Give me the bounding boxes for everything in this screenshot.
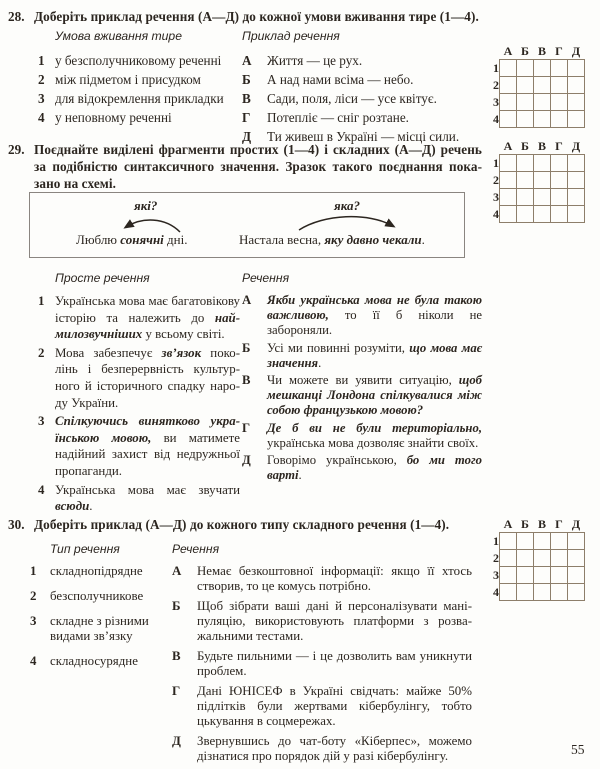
text-segment: то її б ніколи не забороняли. <box>267 308 482 338</box>
item-label: А <box>242 293 252 307</box>
item-label: А <box>242 53 252 68</box>
answer-cell <box>551 172 568 189</box>
complex-sentences-list <box>242 293 482 483</box>
answer-cell <box>551 189 568 206</box>
item-text <box>267 293 482 339</box>
answer-cell <box>568 206 585 223</box>
answer-cell <box>534 77 551 94</box>
answer-cell <box>517 155 534 172</box>
item-text <box>55 51 225 70</box>
item-text <box>55 108 225 127</box>
sentences-column <box>172 542 472 769</box>
matching-item <box>30 654 170 669</box>
text-segment: Щоб зібрати ваші дані й персоналізувати маніпуляцію, використовують платформи з розважальними тестами. <box>197 599 472 643</box>
task-number: 28. <box>8 9 25 24</box>
answer-cell <box>500 550 517 567</box>
examples-list <box>242 51 480 146</box>
item-label: 4 <box>38 110 45 125</box>
item-label: 3 <box>38 414 45 429</box>
sentence-types-column <box>30 542 170 679</box>
emphasized-fragment: зв’язок <box>161 345 202 360</box>
item-label: Г <box>242 110 251 125</box>
answer-cell <box>500 60 517 77</box>
grid-column-letter: Г <box>555 44 563 58</box>
matching-item <box>38 108 225 127</box>
grid-row-number: 1 <box>493 60 499 75</box>
page-number: 55 <box>571 742 585 757</box>
item-text <box>55 70 225 89</box>
answer-cell <box>534 189 551 206</box>
answer-cell <box>517 94 534 111</box>
exercise-28 <box>0 8 480 146</box>
answer-cell <box>534 111 551 128</box>
matching-item <box>38 413 240 479</box>
grid-column-letter: Д <box>571 44 581 58</box>
text-segment: у всьому світі. <box>142 327 225 342</box>
answer-grid-29 <box>487 139 585 223</box>
item-label: В <box>242 91 251 106</box>
grid-row-number: 2 <box>493 77 499 92</box>
item-label: Д <box>242 129 252 144</box>
matching-item <box>38 51 225 70</box>
text-segment: складносурядне <box>50 654 138 668</box>
answer-cell <box>500 94 517 111</box>
grid-row-number: 1 <box>493 533 499 548</box>
matching-item <box>172 649 472 679</box>
item-text <box>267 108 480 127</box>
item-text <box>267 70 480 89</box>
item-text <box>197 734 472 764</box>
matching-item <box>172 599 472 644</box>
item-label: 1 <box>38 53 45 68</box>
answer-cell <box>551 94 568 111</box>
answer-cell <box>500 584 517 601</box>
matching-item <box>38 345 240 411</box>
task-29-columns <box>0 271 482 517</box>
emphasized-fragment: яку давно чекали <box>324 232 422 247</box>
grid-row-number: 2 <box>493 550 499 565</box>
text-segment: Будьте пильними — і це дозволить вам уникнути проблем. <box>197 649 472 678</box>
answer-cell <box>551 111 568 128</box>
task-30-title-row <box>0 517 480 532</box>
text-segment: . <box>89 499 93 514</box>
column-header: Речення <box>242 271 290 285</box>
answer-cell <box>500 189 517 206</box>
item-label: 1 <box>38 294 45 308</box>
answer-cell <box>551 206 568 223</box>
matching-item <box>30 564 170 579</box>
matching-item <box>242 341 482 371</box>
exercise-29 <box>0 141 482 517</box>
answer-cell <box>568 94 585 111</box>
grid-row-number: 3 <box>493 567 499 582</box>
grid-row-number: 3 <box>493 189 499 204</box>
text-segment: . <box>318 355 322 370</box>
item-label: 4 <box>30 654 37 668</box>
answer-cell <box>517 206 534 223</box>
item-label: А <box>172 564 182 578</box>
item-text <box>50 614 170 644</box>
text-segment: складнопідрядне <box>50 564 143 578</box>
matching-item <box>38 70 225 89</box>
matching-item <box>242 89 480 108</box>
item-text <box>55 345 240 411</box>
text-segment: Люблю <box>76 232 121 247</box>
grid-column-letter: Б <box>521 517 529 531</box>
text-segment: Говорімо українською, <box>267 453 407 468</box>
text-segment: ви матимете надійний захист від недружньої пропаганди. <box>55 430 240 478</box>
answer-grid-30 <box>487 517 585 601</box>
task-28-columns <box>0 29 480 146</box>
emphasized-fragment: Спілкуючись винятково українською мовою, <box>55 414 240 445</box>
answer-cell <box>534 550 551 567</box>
answer-grid-table <box>487 139 585 223</box>
answer-cell <box>500 111 517 128</box>
schema-sentence-right <box>239 233 425 247</box>
answer-cell <box>568 172 585 189</box>
answer-cell <box>500 172 517 189</box>
question-word-right: яка? <box>334 198 360 213</box>
answer-cell <box>568 77 585 94</box>
answer-cell <box>534 94 551 111</box>
answer-cell <box>568 584 585 601</box>
answer-cell <box>551 533 568 550</box>
text-segment: Сади, поля, ліси — усе квітує. <box>267 91 437 106</box>
answer-cell <box>568 550 585 567</box>
text-segment: Потепліє — сніг розтане. <box>267 110 409 125</box>
emphasized-fragment: наймилозвучніших <box>55 310 240 342</box>
matching-item <box>30 589 170 604</box>
examples-column <box>242 29 480 146</box>
emphasized-fragment: що мова має значення <box>267 340 482 370</box>
grid-row-number: 2 <box>493 172 499 187</box>
answer-cell <box>534 533 551 550</box>
answer-grid-table <box>487 44 585 128</box>
answer-cell <box>568 189 585 206</box>
simple-sentences-column <box>38 271 240 517</box>
column-header: Тип речення <box>50 542 120 556</box>
grid-column-letter: Д <box>571 517 581 531</box>
grid-corner <box>487 517 500 533</box>
item-text <box>50 589 170 604</box>
answer-cell <box>534 584 551 601</box>
grid-row-number: 4 <box>493 111 499 126</box>
emphasized-fragment: Якби українська мова не була такою важливою, <box>267 293 482 323</box>
text-segment: у неповному реченні <box>55 110 172 125</box>
item-text <box>50 654 170 669</box>
matching-item <box>242 51 480 70</box>
item-label: 2 <box>38 345 45 360</box>
text-segment: поколінь і безперервність культурного й історичного спадку народу України. <box>55 345 240 410</box>
grid-row-number: 1 <box>493 155 499 170</box>
column-header: Умова вживання тире <box>55 29 182 43</box>
task-title: Доберіть приклад (А—Д) до кожного типу складного речення (1—4). <box>34 517 450 532</box>
text-segment: дні. <box>163 232 188 247</box>
text-segment: Чи можете ви уявити ситуацію, <box>267 373 459 388</box>
answer-cell <box>500 533 517 550</box>
item-text <box>267 453 482 483</box>
text-segment: Ти живеш в Україні — місці сили. <box>267 129 460 144</box>
matching-item <box>242 70 480 89</box>
item-text <box>267 373 482 419</box>
task-28-title-row <box>0 8 480 25</box>
exercise-30 <box>0 517 480 769</box>
matching-item <box>172 684 472 729</box>
item-text <box>267 341 482 371</box>
answer-cell <box>517 77 534 94</box>
text-segment: Немає безкоштовної інформації: якщо її хтось створив, то це комусь потрібно. <box>197 564 472 593</box>
matching-item <box>30 614 170 644</box>
answer-grid-28 <box>487 44 585 128</box>
item-label: Б <box>242 340 251 355</box>
answer-cell <box>500 206 517 223</box>
answer-cell <box>551 584 568 601</box>
answer-cell <box>551 550 568 567</box>
task-30-columns <box>0 542 480 769</box>
text-segment: українська мова дозволяє знайти своїх. <box>267 435 479 450</box>
task-title: Доберіть приклад речення (А—Д) до кожної умови вживання тире (1—4). <box>34 9 479 24</box>
answer-cell <box>500 77 517 94</box>
matching-item <box>242 373 482 419</box>
answer-cell <box>517 60 534 77</box>
text-segment: Усі ми повинні розуміти, <box>267 340 410 355</box>
item-label: В <box>242 373 251 388</box>
matching-item <box>242 108 480 127</box>
item-text <box>197 649 472 679</box>
answer-cell <box>551 567 568 584</box>
item-label: Д <box>242 453 251 468</box>
item-label: 3 <box>38 91 45 106</box>
emphasized-fragment: всюди <box>55 499 90 514</box>
grid-row-number: 4 <box>493 584 499 599</box>
complex-sentences-column <box>242 271 482 485</box>
item-text <box>55 482 240 515</box>
text-segment: у безсполучниковому реченні <box>55 53 222 68</box>
matching-item <box>38 293 240 343</box>
matching-item <box>38 482 240 515</box>
answer-cell <box>517 550 534 567</box>
emphasized-fragment: бо ми того варті <box>267 453 483 483</box>
grid-column-letter: А <box>503 44 513 58</box>
text-segment: . <box>421 232 425 247</box>
item-text <box>50 564 170 579</box>
answer-cell <box>517 584 534 601</box>
emphasized-fragment: сонячні <box>120 232 164 247</box>
item-label: 1 <box>30 564 37 578</box>
item-label: В <box>172 649 181 663</box>
grid-column-letter: Г <box>555 139 563 153</box>
answer-cell <box>517 189 534 206</box>
item-label: Б <box>242 72 251 87</box>
item-label: Б <box>172 599 181 613</box>
question-word-left: які? <box>134 198 158 213</box>
answer-grid-table <box>487 517 585 601</box>
answer-cell <box>517 533 534 550</box>
text-segment: Настала весна, <box>239 232 325 247</box>
text-segment: Українська мова має звучати <box>55 482 240 497</box>
item-label: 2 <box>30 589 37 603</box>
answer-cell <box>568 567 585 584</box>
answer-cell <box>568 155 585 172</box>
item-text <box>197 599 472 644</box>
grid-column-letter: В <box>537 517 546 531</box>
answer-cell <box>534 206 551 223</box>
matching-item <box>172 564 472 594</box>
conditions-column <box>38 29 225 127</box>
answer-cell <box>500 567 517 584</box>
text-segment: Мова забезпечує <box>55 345 162 360</box>
grid-column-letter: В <box>537 139 546 153</box>
simple-sentences-list <box>38 293 240 515</box>
text-segment: безсполучникове <box>50 589 144 603</box>
matching-item <box>172 734 472 764</box>
answer-cell <box>568 60 585 77</box>
answer-cell <box>517 567 534 584</box>
task-29-title-row <box>0 141 482 192</box>
grid-column-letter: А <box>503 517 513 531</box>
answer-cell <box>551 77 568 94</box>
answer-cell <box>517 172 534 189</box>
text-segment: А над нами всіма — небо. <box>267 72 414 87</box>
item-text <box>267 51 480 70</box>
grid-column-letter: Б <box>521 139 529 153</box>
item-text <box>267 89 480 108</box>
grid-column-letter: Д <box>571 139 581 153</box>
matching-item <box>242 293 482 339</box>
matching-item <box>38 89 225 108</box>
grid-column-letter: Г <box>555 517 563 531</box>
item-label: 3 <box>30 614 37 628</box>
answer-cell <box>534 60 551 77</box>
matching-item <box>242 453 482 483</box>
text-segment: Дані ЮНІСЕФ в Україні свідчать: майже 50% підлітків були жертвами кібербулінгу, тобто цькування в соцмережах. <box>197 684 472 728</box>
sentence-types-list <box>30 564 170 669</box>
item-text <box>267 421 482 451</box>
emphasized-fragment: щоб мешканці Лондона спілкувалися між собою французькою мовою? <box>267 373 482 418</box>
task-number: 30. <box>8 517 25 532</box>
item-label: Г <box>242 420 251 435</box>
text-segment: . <box>298 468 302 483</box>
text-segment: між підметом і присудком <box>55 72 201 87</box>
item-label: 2 <box>38 72 45 87</box>
answer-cell <box>534 172 551 189</box>
answer-cell <box>551 155 568 172</box>
grid-corner <box>487 139 500 155</box>
answer-cell <box>551 60 568 77</box>
curved-arrow-right-icon <box>296 213 398 233</box>
conditions-list <box>38 51 225 127</box>
emphasized-fragment: Де б ви не були територіально, <box>267 420 482 435</box>
answer-cell <box>534 567 551 584</box>
task-title: Поєднайте виділені фрагменти простих (1—4) і складних (А—Д) речень за подібністю синтаксичного значення. Зразок такого поєднання показано на схемі. <box>34 142 482 191</box>
example-schema-box <box>29 192 465 258</box>
text-segment: Українська мова має багатовікову історію та належить до <box>55 294 240 325</box>
item-label: 4 <box>38 482 45 497</box>
task-number: 29. <box>8 142 25 157</box>
text-segment: складне з різними видами зв’язку <box>50 614 149 643</box>
answer-cell <box>568 533 585 550</box>
text-segment: Звернувшись до чат-боту «Кіберпес», можемо дізнатися про порядок дій у разі кібербулінгу. <box>197 734 472 763</box>
item-text <box>55 293 240 343</box>
item-text <box>197 684 472 729</box>
grid-column-letter: Б <box>521 44 529 58</box>
item-label: Г <box>172 684 181 698</box>
grid-corner <box>487 44 500 60</box>
schema-sentence-left <box>76 233 187 247</box>
answer-cell <box>568 111 585 128</box>
item-label: Д <box>172 734 181 748</box>
grid-column-letter: А <box>503 139 513 153</box>
item-text <box>197 564 472 594</box>
matching-item <box>242 421 482 451</box>
column-header: Речення <box>172 542 220 556</box>
grid-row-number: 4 <box>493 206 499 221</box>
answer-cell <box>534 155 551 172</box>
grid-column-letter: В <box>537 44 546 58</box>
column-header: Просте речення <box>55 271 150 285</box>
sentences-list <box>172 564 472 764</box>
column-header: Приклад речення <box>242 29 340 43</box>
answer-cell <box>517 111 534 128</box>
text-segment: Життя — це рух. <box>267 53 363 68</box>
item-text <box>55 413 240 479</box>
answer-cell <box>500 155 517 172</box>
item-text <box>55 89 225 108</box>
text-segment: для відокремлення прикладки <box>55 91 224 106</box>
grid-row-number: 3 <box>493 94 499 109</box>
